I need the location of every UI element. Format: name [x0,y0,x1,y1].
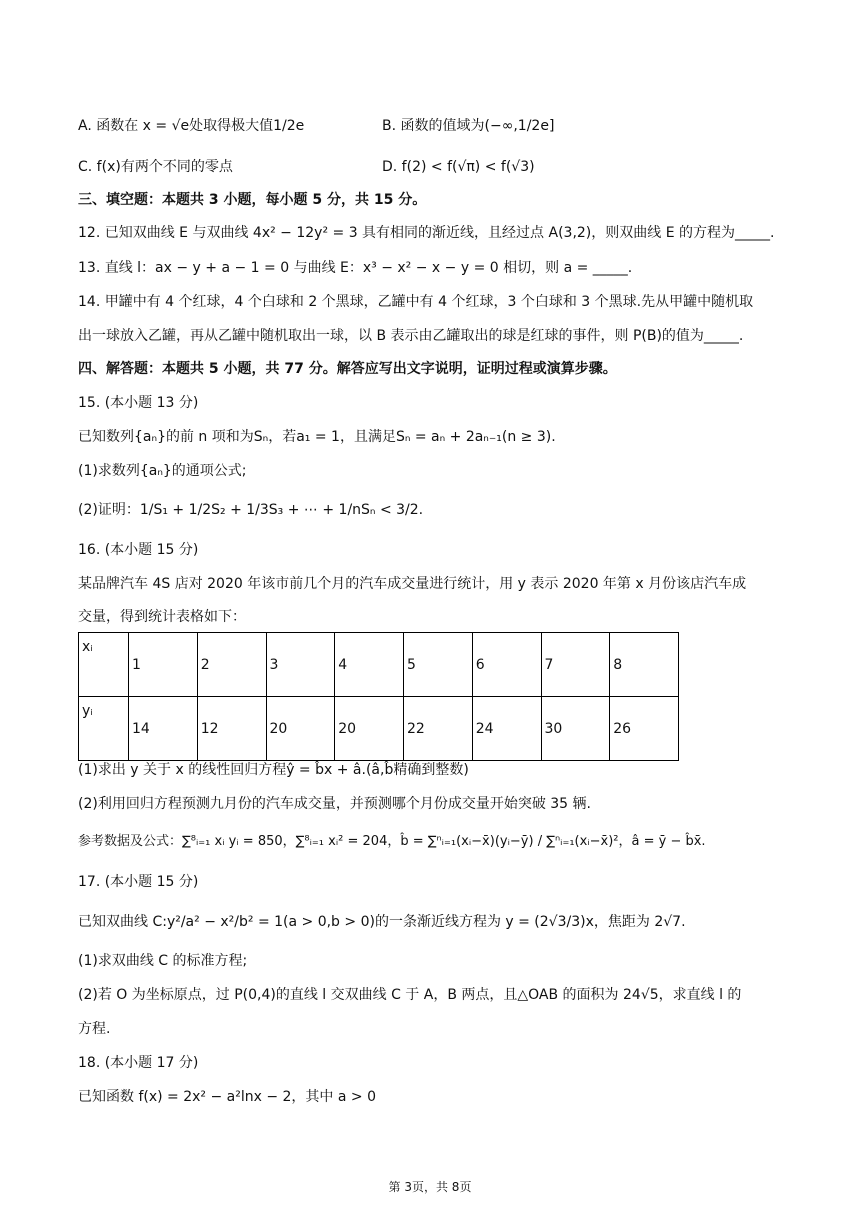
question-14-line-2: 出一球放入乙罐，再从乙罐中随机取出一球，以 B 表示由乙罐取出的球是红球的事件，则 P(B)的值为_____. [78,328,744,344]
question-17-part-2-line-2: 方程. [78,1021,111,1037]
table-cell: 4 [335,633,404,697]
question-16-part-1: (1)求出 y 关于 x 的线性回归方程ŷ = b̂x + â.(â,b̂精确到整数) [78,762,469,778]
question-16-stem-line-2: 交量，得到统计表格如下： [78,609,246,625]
table-cell: 6 [472,633,541,697]
question-16-stem-line-1: 某品牌汽车 4S 店对 2020 年该市前几个月的汽车成交量进行统计，用 y 表示 2020 年第 x 月份该店汽车成 [78,576,747,592]
table-cell: 14 [129,697,198,761]
table-header-y: yᵢ [79,697,129,761]
page-footer: 第 3页，共 8页 [388,1180,472,1194]
table-cell: 5 [404,633,473,697]
section-3-heading: 三、填空题：本题共 3 小题，每小题 5 分，共 15 分。 [78,192,427,208]
question-12: 12. 已知双曲线 E 与双曲线 4x² − 12y² = 3 具有相同的渐近线，且经过点 A(3,2)，则双曲线 E 的方程为_____. [78,225,775,241]
statistics-table [78,632,679,761]
question-17-part-1: (1)求双曲线 C 的标准方程; [78,953,248,969]
question-18-stem: 已知函数 f(x) = 2x² − a²lnx − 2，其中 a > 0 [78,1089,376,1105]
section-4-heading: 四、解答题：本题共 5 小题，共 77 分。解答应写出文字说明，证明过程或演算步骤。 [78,361,617,377]
question-15-part-2: (2)证明：1/S₁ + 1/2S₂ + 1/3S₃ + ⋯ + 1/nSₙ < 3/2. [78,502,424,518]
table-cell: 7 [541,633,610,697]
question-14-line-1: 14. 甲罐中有 4 个红球，4 个白球和 2 个黑球，乙罐中有 4 个红球，3 个白球和 3 个黑球.先从甲罐中随机取 [78,294,754,310]
question-16-reference: 参考数据及公式：∑⁸ᵢ₌₁ xᵢ yᵢ = 850，∑⁸ᵢ₌₁ xᵢ² = 204，b̂ = ∑ⁿᵢ₌₁(xᵢ−x̄)(yᵢ−ȳ) / ∑ⁿᵢ₌₁(xᵢ−x̄)²，â = ȳ − b̂x̄. [78,834,706,849]
question-17-header: 17. (本小题 15 分) [78,874,199,890]
option-b: B. 函数的值域为(−∞,1/2e] [382,118,555,134]
table-cell: 22 [404,697,473,761]
question-18-header: 18. (本小题 17 分) [78,1055,199,1071]
table-cell: 1 [129,633,198,697]
question-15-header: 15. (本小题 13 分) [78,395,199,411]
question-16-part-2: (2)利用回归方程预测九月份的汽车成交量，并预测哪个月份成交量开始突破 35 辆. [78,796,591,812]
table-cell: 8 [610,633,679,697]
option-a: A. 函数在 x = √e处取得极大值1/2e [78,118,305,134]
table-cell: 20 [335,697,404,761]
question-16-header: 16. (本小题 15 分) [78,542,199,558]
question-17-part-2-line-1: (2)若 O 为坐标原点，过 P(0,4)的直线 l 交双曲线 C 于 A，B 两点，且△OAB 的面积为 24√5，求直线 l 的 [78,987,742,1003]
option-d: D. f(2) < f(√π) < f(√3) [382,159,535,175]
table-cell: 20 [266,697,335,761]
table-cell: 26 [610,697,679,761]
question-15-part-1: (1)求数列{aₙ}的通项公式; [78,463,247,479]
table-cell: 2 [197,633,266,697]
table-row-x [79,633,679,697]
table-cell: 24 [472,697,541,761]
question-13: 13. 直线 l：ax − y + a − 1 = 0 与曲线 E：x³ − x² − x − y = 0 相切，则 a = _____. [78,260,633,276]
table-row-y [79,697,679,761]
table-header-x: xᵢ [79,633,129,697]
option-c: C. f(x)有两个不同的零点 [78,159,233,175]
question-15-stem: 已知数列{aₙ}的前 n 项和为Sₙ，若a₁ = 1，且满足Sₙ = aₙ + 2aₙ₋₁(n ≥ 3). [78,429,556,445]
table-cell: 12 [197,697,266,761]
table-cell: 3 [266,633,335,697]
question-17-stem: 已知双曲线 C:y²/a² − x²/b² = 1(a > 0,b > 0)的一条渐近线方程为 y = (2√3/3)x，焦距为 2√7. [78,914,686,930]
table-cell: 30 [541,697,610,761]
